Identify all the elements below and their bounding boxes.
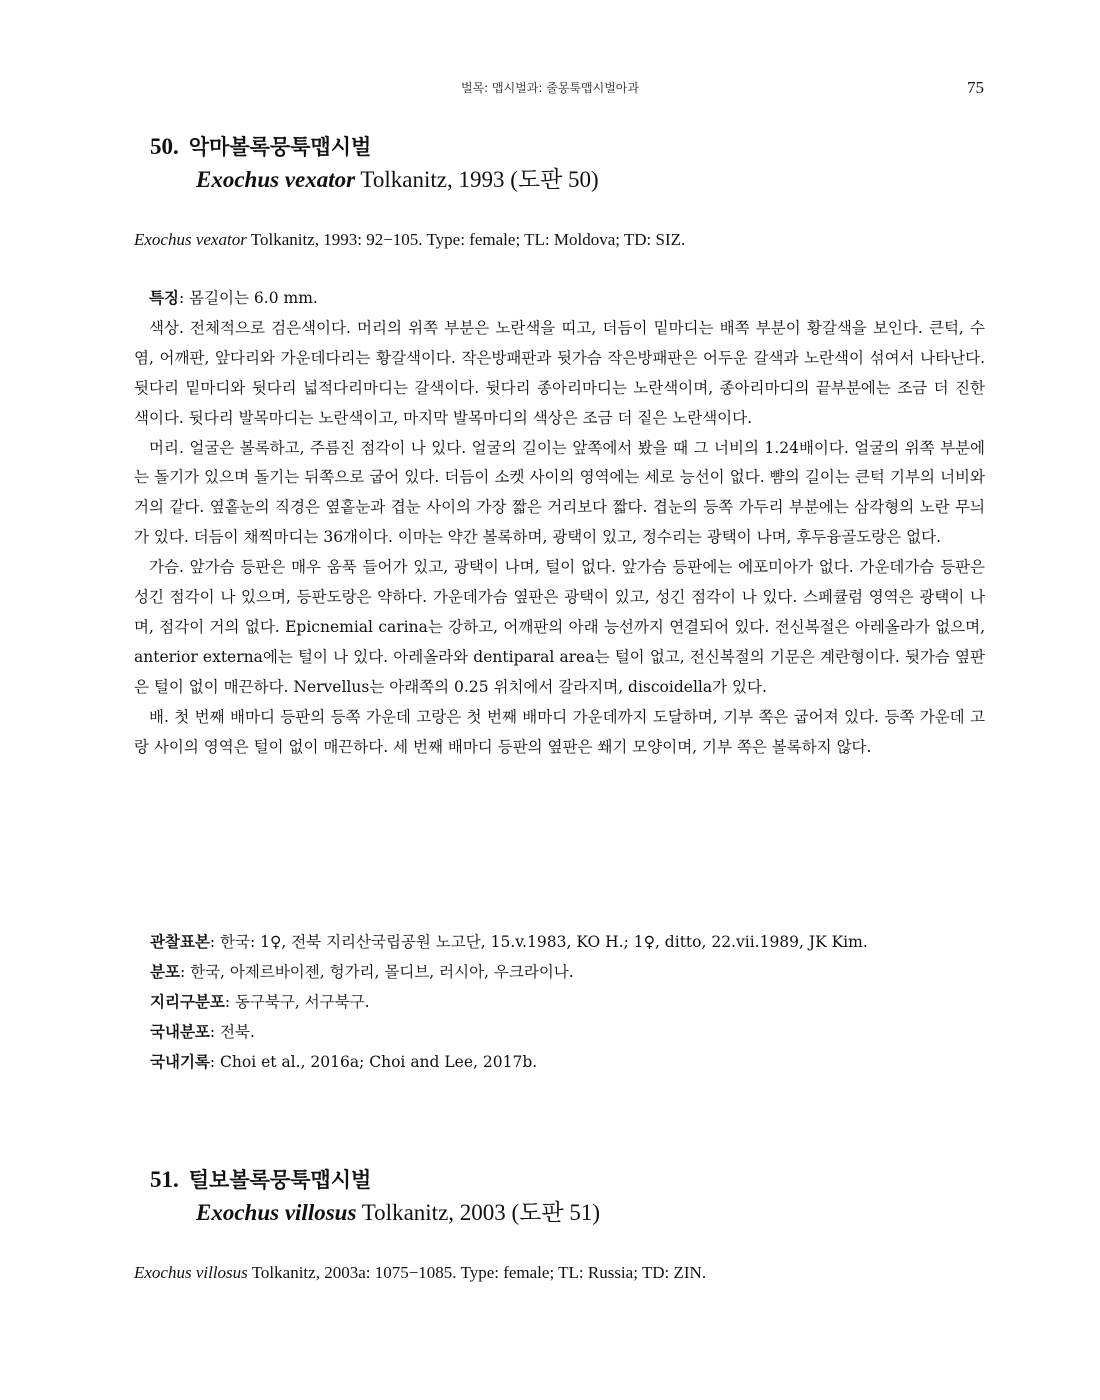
distribution-text: : 한국, 아제르바이젠, 헝가리, 몰디브, 러시아, 우크라이나. [179, 963, 574, 981]
species-51-author: Tolkanitz, 2003 (도판 51) [356, 1200, 601, 1225]
records-line [150, 1047, 868, 1077]
species-50-reference-rest: Tolkanitz, 1993: 92−105. Type: female; TL: Moldova; TD: SIZ. [246, 230, 686, 249]
distribution-label: 분포 [150, 963, 180, 981]
page-number: 75 [967, 78, 984, 97]
domestic-label: 국내분포 [150, 1023, 210, 1041]
species-50-number: 50. [150, 134, 179, 159]
features-text: : 몸길이는 6.0 mm. [178, 289, 318, 307]
specimens-label: 관찰표본 [150, 933, 210, 951]
zoogeo-line [150, 987, 868, 1017]
species-50-latin-name: Exochus vexator [196, 167, 356, 192]
species-51-reference-rest: Tolkanitz, 2003a: 1075−1085. Type: female; TL: Russia; TD: ZIN. [247, 1263, 707, 1282]
running-head: 벌목: 맵시벌과: 줄몽툭맵시벌아과 [460, 81, 639, 95]
species-50-description [134, 284, 985, 763]
species-51-number: 51. [150, 1167, 179, 1192]
records-text: : Choi et al., 2016a; Choi and Lee, 2017b. [209, 1053, 538, 1071]
species-50-heading [150, 131, 599, 197]
species-50-korean-name: 악마볼록뭉툭맵시벌 [188, 135, 372, 159]
species-51-heading [150, 1164, 600, 1230]
records-label: 국내기록 [150, 1053, 210, 1071]
thorax-paragraph: 가슴. 앞가슴 등판은 매우 움푹 들어가 있고, 광택이 나며, 털이 없다. 앞가슴 등판에는 에포미아가 없다. 가운데가슴 등판은 성긴 점각이 나 있으며, 등판도랑은 약하다. 가운데가슴 옆판은 광택이 있고, 성긴 점각이 나 있다. 스페큘럼 영역은 광택이 나며, 점각이 거의 없다. Epicnemial carina는 강하고, 어깨판의 아래 능선까지 연결되어 있다. 전신복절은 아레올라가 없으며, anterior externa에는 털이 나 있다. 아레올라와 dentiparal area는 털이 없고, 전신복절의 기문은 계란형이다. 뒷가슴 옆판은 털이 없이 매끈하다. Nervellus는 아래쪽의 0.25 위치에서 갈라지며, discoidella가 있다. [134, 558, 985, 696]
domestic-text: : 전북. [209, 1023, 255, 1041]
species-51-korean-name: 털보볼록뭉툭맵시벌 [188, 1168, 372, 1192]
species-51-latin-name: Exochus villosus [196, 1200, 357, 1225]
zoogeo-label: 지리구분포 [150, 993, 225, 1011]
features-paragraph [134, 284, 985, 314]
distribution-line [150, 957, 868, 987]
domestic-line [150, 1017, 868, 1047]
species-50-korean-title [150, 131, 599, 163]
species-50-reference-name: Exochus vexator [134, 230, 247, 249]
species-51-korean-title [150, 1164, 600, 1196]
zoogeo-text: : 동구북구, 서구북구. [224, 993, 370, 1011]
specimens-line [150, 927, 868, 957]
species-51-latin-title [196, 1196, 600, 1230]
features-label: 특징 [149, 289, 179, 307]
species-50-author: Tolkanitz, 1993 (도판 50) [355, 167, 599, 192]
species-51-reference-name: Exochus villosus [134, 1263, 248, 1282]
specimens-text: : 한국: 1♀, 전북 지리산국립공원 노고단, 15.v.1983, KO H.; 1♀, ditto, 22.vii.1989, JK Kim. [209, 933, 868, 951]
species-51-reference [134, 1263, 706, 1283]
species-50-reference [134, 230, 685, 250]
head-paragraph: 머리. 얼굴은 볼록하고, 주름진 점각이 나 있다. 얼굴의 길이는 앞쪽에서 봤을 때 그 너비의 1.24배이다. 얼굴의 위쪽 부분에는 돌기가 있으며 돌기는 뒤쪽으로 굽어 있다. 더듬이 소켓 사이의 영역에는 세로 능선이 없다. 뺨의 길이는 큰턱 기부의 너비와 거의 같다. 옆홑눈의 직경은 옆홑눈과 겹눈 사이의 가장 짧은 거리보다 짧다. 겹눈의 등쪽 가두리 부분에는 삼각형의 노란 무늬가 있다. 더듬이 채찍마디는 36개이다. 이마는 약간 볼록하며, 광택이 있고, 정수리는 광택이 나며, 후두융골도랑은 없다. [134, 438, 985, 547]
species-50-latin-title [196, 163, 599, 197]
abdomen-paragraph: 배. 첫 번째 배마디 등판의 등쪽 가운데 고랑은 첫 번째 배마디 가운데까지 도달하며, 기부 쪽은 굽어져 있다. 등쪽 가운데 고랑 사이의 영역은 털이 없이 매끈하다. 세 번째 배마디 등판의 옆판은 쐐기 모양이며, 기부 쪽은 볼록하지 않다. [134, 707, 985, 756]
color-paragraph: 색상. 전체적으로 검은색이다. 머리의 위쪽 부분은 노란색을 띠고, 더듬이 밑마디는 배쪽 부분이 황갈색을 보인다. 큰턱, 수염, 어깨판, 앞다리와 가운데다리는 황갈색이다. 작은방패판과 뒷가슴 작은방패판은 어두운 갈색과 노란색이 섞여서 나타난다. 뒷다리 밑마디와 뒷다리 넓적다리마디는 갈색이다. 뒷다리 종아리마디는 노란색이며, 종아리마디의 끝부분에는 조금 더 진한 색이다. 뒷다리 발목마디는 노란색이고, 마지막 발목마디의 색상은 조금 더 짙은 노란색이다. [134, 318, 985, 427]
species-50-info [150, 927, 868, 1077]
